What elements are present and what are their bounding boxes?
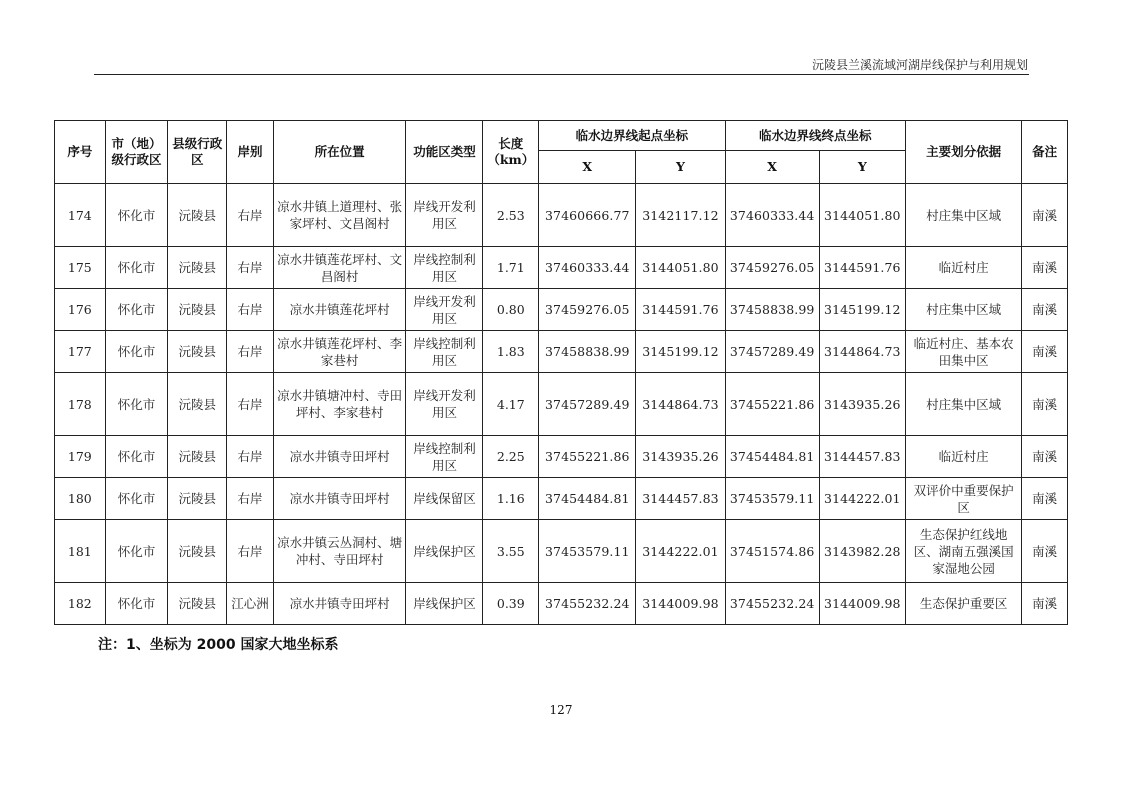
cell-remark: 南溪 [1022, 583, 1068, 625]
cell-start-y: 3144222.01 [636, 520, 725, 583]
cell-city: 怀化市 [105, 436, 168, 478]
cell-start-y: 3143935.26 [636, 436, 725, 478]
cell-start-x: 37453579.11 [539, 520, 636, 583]
cell-end-x: 37454484.81 [725, 436, 819, 478]
table-row [55, 184, 1068, 247]
cell-bank: 右岸 [227, 373, 274, 436]
page-number: 127 [549, 703, 573, 717]
table-row [55, 583, 1068, 625]
cell-remark: 南溪 [1022, 373, 1068, 436]
cell-end-y: 3144222.01 [819, 478, 905, 520]
cell-city: 怀化市 [105, 583, 168, 625]
cell-end-y: 3144051.80 [819, 184, 905, 247]
cell-zone-type: 岸线控制利用区 [406, 331, 483, 373]
cell-bank: 右岸 [227, 331, 274, 373]
cell-seq: 174 [55, 184, 106, 247]
cell-bank: 右岸 [227, 247, 274, 289]
cell-start-x: 37455221.86 [539, 436, 636, 478]
cell-end-x: 37458838.99 [725, 289, 819, 331]
cell-length: 1.71 [483, 247, 539, 289]
cell-start-y: 3144457.83 [636, 478, 725, 520]
cell-city: 怀化市 [105, 184, 168, 247]
cell-bank: 右岸 [227, 436, 274, 478]
cell-zone-type: 岸线开发利用区 [406, 373, 483, 436]
table-row [55, 247, 1068, 289]
cell-end-x: 37457289.49 [725, 331, 819, 373]
table-row [55, 478, 1068, 520]
cell-end-y: 3144591.76 [819, 247, 905, 289]
cell-end-y: 3144009.98 [819, 583, 905, 625]
cell-basis: 生态保护重要区 [905, 583, 1021, 625]
header-basis: 主要划分依据 [905, 121, 1021, 184]
coordinate-system-note: 注：1、坐标为 2000 国家大地坐标系 [98, 637, 339, 653]
cell-county: 沅陵县 [168, 289, 227, 331]
cell-remark: 南溪 [1022, 247, 1068, 289]
header-zone-type: 功能区类型 [406, 121, 483, 184]
cell-city: 怀化市 [105, 247, 168, 289]
header-start-coordinates: 临水边界线起点坐标 [539, 121, 725, 151]
cell-remark: 南溪 [1022, 478, 1068, 520]
cell-county: 沅陵县 [168, 520, 227, 583]
cell-end-x: 37459276.05 [725, 247, 819, 289]
cell-end-y: 3145199.12 [819, 289, 905, 331]
cell-county: 沅陵县 [168, 583, 227, 625]
cell-start-x: 37455232.24 [539, 583, 636, 625]
cell-basis: 临近村庄 [905, 436, 1021, 478]
cell-remark: 南溪 [1022, 289, 1068, 331]
cell-location: 凉水井镇莲花坪村、文昌阁村 [273, 247, 406, 289]
cell-start-y: 3142117.12 [636, 184, 725, 247]
document-header-title: 沅陵县兰溪流域河湖岸线保护与利用规划 [811, 58, 1028, 72]
cell-start-y: 3144051.80 [636, 247, 725, 289]
cell-remark: 南溪 [1022, 436, 1068, 478]
header-remark: 备注 [1022, 121, 1068, 184]
cell-location: 凉水井镇莲花坪村、李家巷村 [273, 331, 406, 373]
shoreline-zoning-table [54, 120, 1068, 625]
cell-bank: 右岸 [227, 478, 274, 520]
header-end-y: Y [819, 151, 905, 184]
cell-zone-type: 岸线控制利用区 [406, 247, 483, 289]
cell-zone-type: 岸线控制利用区 [406, 436, 483, 478]
cell-location: 凉水井镇莲花坪村 [273, 289, 406, 331]
cell-remark: 南溪 [1022, 184, 1068, 247]
cell-start-x: 37460666.77 [539, 184, 636, 247]
header-county: 县级行政区 [168, 121, 227, 184]
cell-length: 3.55 [483, 520, 539, 583]
cell-zone-type: 岸线保护区 [406, 520, 483, 583]
cell-seq: 180 [55, 478, 106, 520]
header-city: 市（地）级行政区 [105, 121, 168, 184]
cell-length: 1.16 [483, 478, 539, 520]
cell-start-y: 3144864.73 [636, 373, 725, 436]
table-row [55, 520, 1068, 583]
cell-end-y: 3144457.83 [819, 436, 905, 478]
cell-seq: 179 [55, 436, 106, 478]
cell-city: 怀化市 [105, 331, 168, 373]
header-length: 长度（km） [483, 121, 539, 184]
cell-county: 沅陵县 [168, 247, 227, 289]
cell-start-x: 37454484.81 [539, 478, 636, 520]
cell-remark: 南溪 [1022, 331, 1068, 373]
cell-zone-type: 岸线保护区 [406, 583, 483, 625]
cell-start-y: 3145199.12 [636, 331, 725, 373]
cell-length: 2.25 [483, 436, 539, 478]
header-start-x: X [539, 151, 636, 184]
cell-basis: 村庄集中区域 [905, 184, 1021, 247]
cell-end-y: 3143982.28 [819, 520, 905, 583]
cell-county: 沅陵县 [168, 478, 227, 520]
cell-length: 0.39 [483, 583, 539, 625]
cell-zone-type: 岸线保留区 [406, 478, 483, 520]
cell-length: 0.80 [483, 289, 539, 331]
cell-end-x: 37451574.86 [725, 520, 819, 583]
cell-length: 2.53 [483, 184, 539, 247]
cell-bank: 江心洲 [227, 583, 274, 625]
cell-bank: 右岸 [227, 520, 274, 583]
cell-basis: 双评价中重要保护区 [905, 478, 1021, 520]
cell-county: 沅陵县 [168, 436, 227, 478]
cell-end-x: 37460333.44 [725, 184, 819, 247]
cell-length: 4.17 [483, 373, 539, 436]
cell-end-x: 37455221.86 [725, 373, 819, 436]
header-location: 所在位置 [273, 121, 406, 184]
cell-location: 凉水井镇云丛洞村、塘冲村、寺田坪村 [273, 520, 406, 583]
cell-end-x: 37455232.24 [725, 583, 819, 625]
cell-city: 怀化市 [105, 478, 168, 520]
cell-remark: 南溪 [1022, 520, 1068, 583]
table-header-row [55, 121, 1068, 151]
cell-zone-type: 岸线开发利用区 [406, 184, 483, 247]
cell-start-x: 37459276.05 [539, 289, 636, 331]
cell-basis: 临近村庄 [905, 247, 1021, 289]
cell-basis: 生态保护红线地区、湖南五强溪国家湿地公园 [905, 520, 1021, 583]
cell-seq: 178 [55, 373, 106, 436]
header-bank: 岸别 [227, 121, 274, 184]
table-row [55, 289, 1068, 331]
cell-seq: 181 [55, 520, 106, 583]
cell-zone-type: 岸线开发利用区 [406, 289, 483, 331]
cell-basis: 临近村庄、基本农田集中区 [905, 331, 1021, 373]
cell-bank: 右岸 [227, 289, 274, 331]
header-divider [94, 74, 1029, 75]
cell-location: 凉水井镇寺田坪村 [273, 478, 406, 520]
cell-location: 凉水井镇寺田坪村 [273, 436, 406, 478]
cell-city: 怀化市 [105, 520, 168, 583]
cell-end-y: 3144864.73 [819, 331, 905, 373]
cell-city: 怀化市 [105, 289, 168, 331]
header-end-x: X [725, 151, 819, 184]
cell-seq: 182 [55, 583, 106, 625]
cell-seq: 175 [55, 247, 106, 289]
cell-location: 凉水井镇塘冲村、寺田坪村、李家巷村 [273, 373, 406, 436]
cell-seq: 177 [55, 331, 106, 373]
cell-location: 凉水井镇上道理村、张家坪村、文昌阁村 [273, 184, 406, 247]
cell-start-y: 3144591.76 [636, 289, 725, 331]
cell-county: 沅陵县 [168, 184, 227, 247]
cell-seq: 176 [55, 289, 106, 331]
cell-location: 凉水井镇寺田坪村 [273, 583, 406, 625]
cell-basis: 村庄集中区域 [905, 373, 1021, 436]
header-seq: 序号 [55, 121, 106, 184]
header-end-coordinates: 临水边界线终点坐标 [725, 121, 905, 151]
table-row [55, 373, 1068, 436]
cell-start-x: 37457289.49 [539, 373, 636, 436]
cell-basis: 村庄集中区域 [905, 289, 1021, 331]
cell-end-x: 37453579.11 [725, 478, 819, 520]
table-body [55, 184, 1068, 625]
cell-start-x: 37460333.44 [539, 247, 636, 289]
cell-end-y: 3143935.26 [819, 373, 905, 436]
cell-county: 沅陵县 [168, 331, 227, 373]
cell-bank: 右岸 [227, 184, 274, 247]
table-row [55, 436, 1068, 478]
cell-length: 1.83 [483, 331, 539, 373]
cell-start-x: 37458838.99 [539, 331, 636, 373]
table-row [55, 331, 1068, 373]
cell-city: 怀化市 [105, 373, 168, 436]
header-start-y: Y [636, 151, 725, 184]
cell-start-y: 3144009.98 [636, 583, 725, 625]
cell-county: 沅陵县 [168, 373, 227, 436]
